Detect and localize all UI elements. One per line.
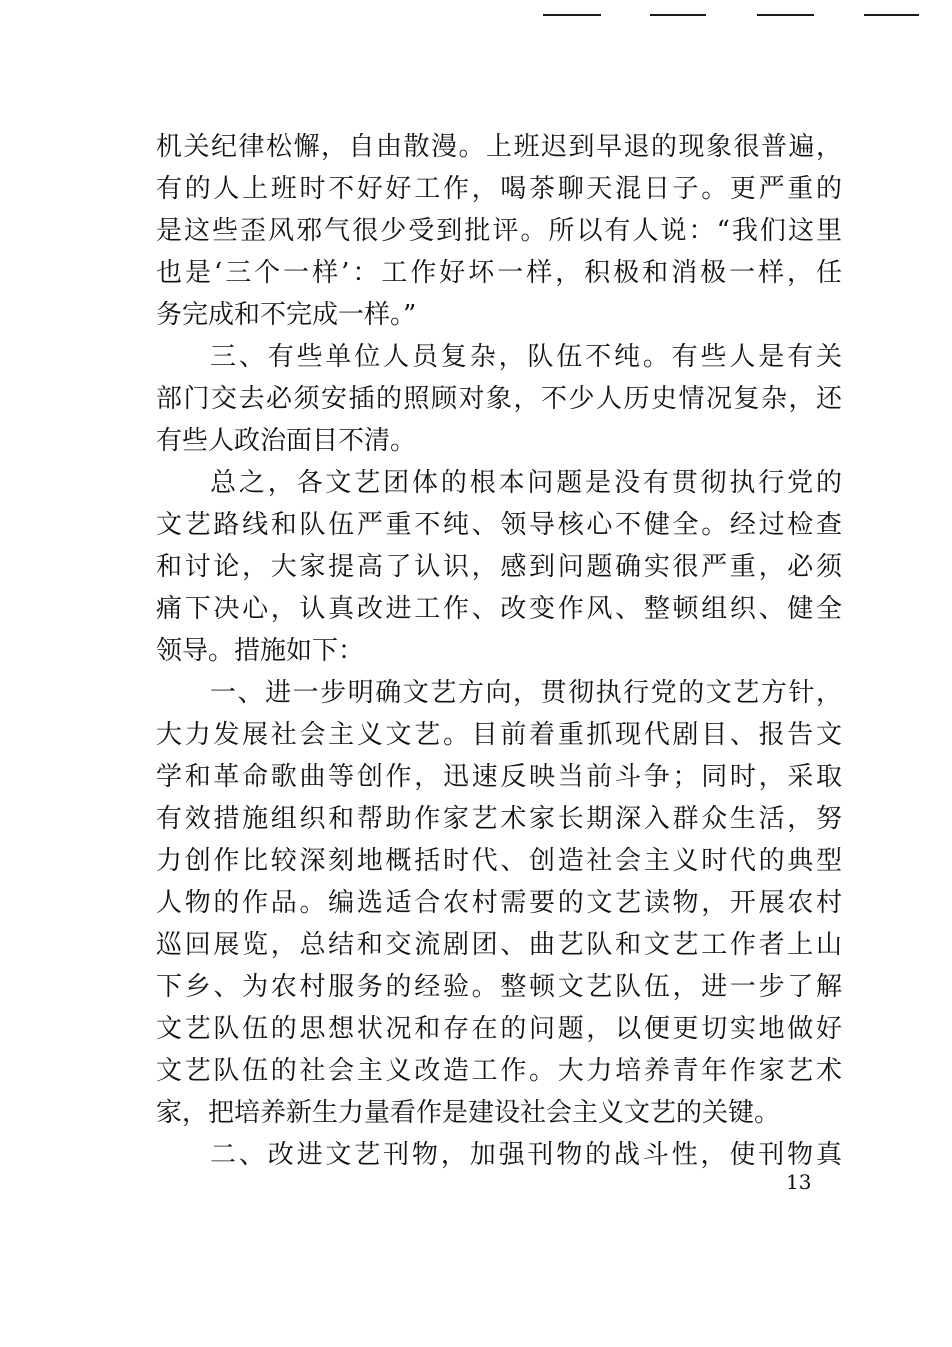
top-rule-4 (864, 14, 919, 16)
text-line: 有些人政治面目不清。 (156, 426, 417, 456)
text-line: 也是‘三个一样’：工作好坏一样，积极和消极一样，任 (156, 258, 842, 288)
text-line: 是这些歪风邪气很少受到批评。所以有人说：“我们这里 (156, 216, 842, 246)
text-line: 三、有些单位人员复杂，队伍不纯。有些人是有关 (210, 342, 842, 372)
text-line: 学和革命歌曲等创作，迅速反映当前斗争；同时，采取 (156, 762, 842, 792)
text-line: 和讨论，大家提高了认识，感到问题确实很严重，必须 (156, 552, 842, 582)
text-line: 文艺队伍的思想状况和存在的问题，以便更切实地做好 (156, 1014, 842, 1044)
top-rule-1 (543, 14, 601, 16)
top-rule-2 (650, 14, 706, 16)
text-line: 下乡、为农村服务的经验。整顿文艺队伍，进一步了解 (156, 972, 842, 1002)
text-line: 务完成和不完成一样。” (156, 300, 417, 330)
text-line: 文艺队伍的社会主义改造工作。大力培养青年作家艺术 (156, 1056, 842, 1086)
text-line: 痛下决心，认真改进工作、改变作风、整顿组织、健全 (156, 594, 842, 624)
top-rule-3 (757, 14, 814, 16)
text-line: 领导。措施如下： (156, 636, 365, 666)
text-line: 大力发展社会主义文艺。目前着重抓现代剧目、报告文 (156, 720, 842, 750)
text-line: 总之，各文艺团体的根本问题是没有贯彻执行党的 (210, 468, 842, 498)
text-line: 巡回展览，总结和交流剧团、曲艺队和文艺工作者上山 (156, 930, 842, 960)
text-line: 文艺路线和队伍严重不纯、领导核心不健全。经过检查 (156, 510, 842, 540)
text-line: 力创作比较深刻地概括时代、创造社会主义时代的典型 (156, 846, 842, 876)
text-line: 人物的作品。编选适合农村需要的文艺读物，开展农村 (156, 888, 842, 918)
text-line: 一、进一步明确文艺方向，贯彻执行党的文艺方针， (210, 678, 842, 708)
text-line: 家，把培养新生力量看作是建设社会主义文艺的关键。 (156, 1098, 781, 1128)
text-line: 有的人上班时不好好工作，喝茶聊天混日子。更严重的 (156, 174, 842, 204)
text-line: 有效措施组织和帮助作家艺术家长期深入群众生活，努 (156, 804, 842, 834)
text-line: 机关纪律松懈，自由散漫。上班迟到早退的现象很普遍， (156, 132, 842, 162)
page-body-text (156, 126, 842, 1176)
page-number: 13 (786, 1170, 812, 1194)
text-line: 二、改进文艺刊物，加强刊物的战斗性，使刊物真 (210, 1140, 842, 1170)
text-line: 部门交去必须安插的照顾对象，不少人历史情况复杂，还 (156, 384, 842, 414)
